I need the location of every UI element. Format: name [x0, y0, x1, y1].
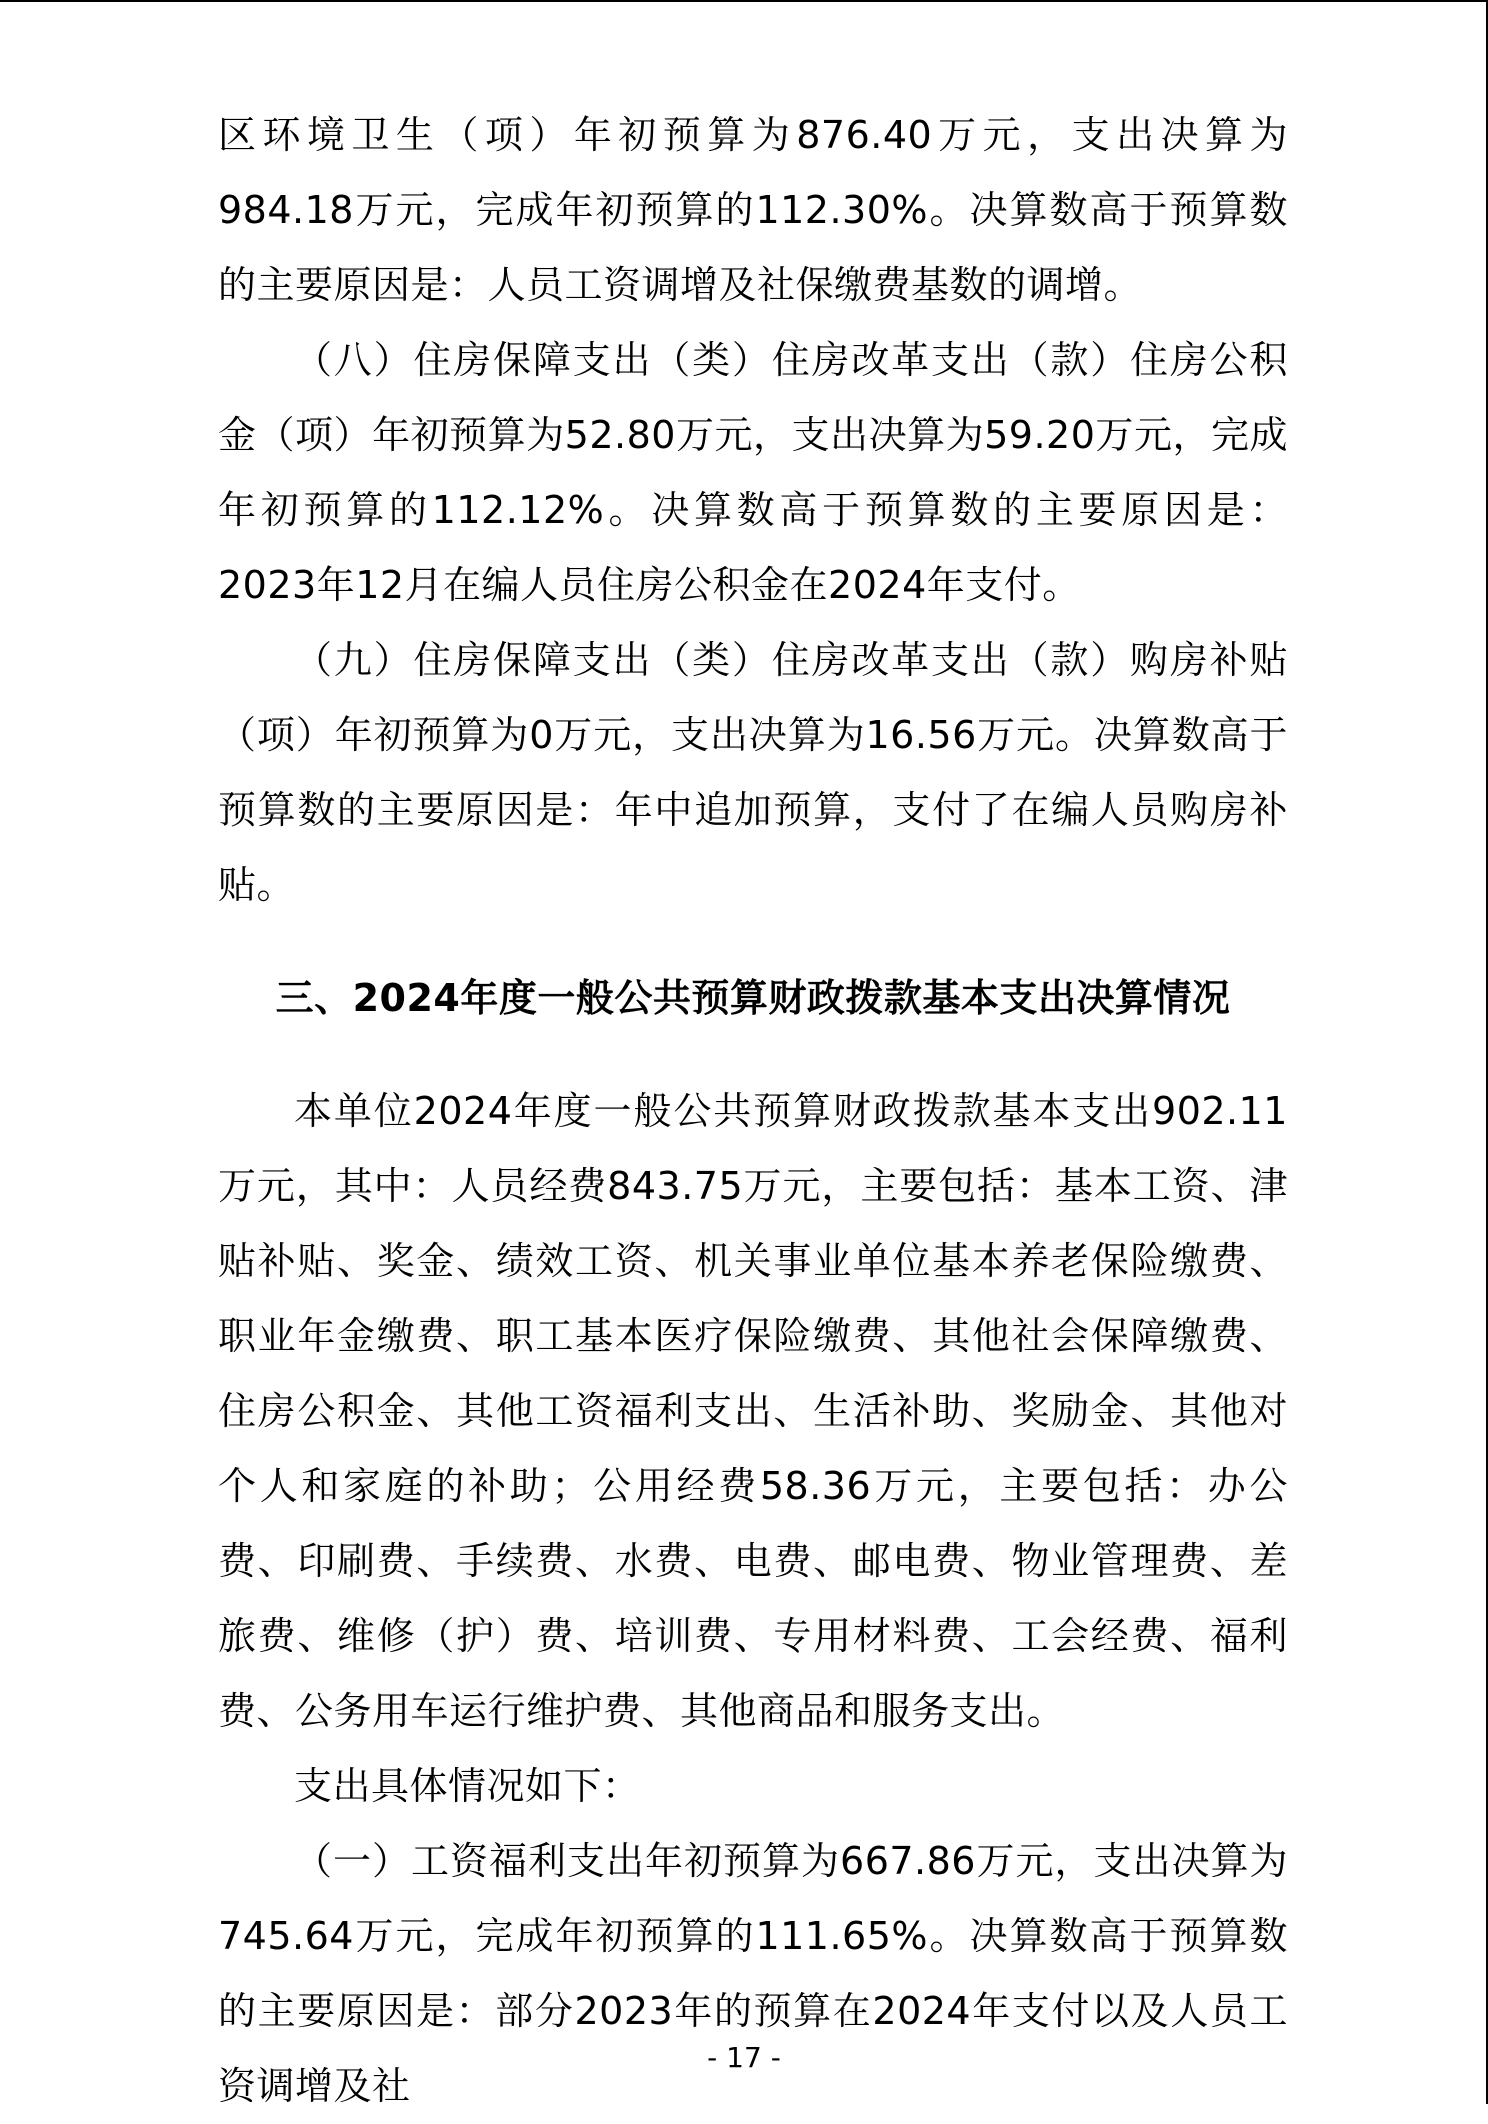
paragraph-housing-provident-fund: （八）住房保障支出（类）住房改革支出（款）住房公积金（项）年初预算为52.80万元，支出决算为59.20万元，完成年初预算的112.12%。决算数高于预算数的主要原因是：2023年12月在编人员住房公积金在2024年支付。: [218, 338, 1288, 607]
paragraph-housing-subsidy: （九）住房保障支出（类）住房改革支出（款）购房补贴（项）年初预算为0万元，支出决算为16.56万元。决算数高于预算数的主要原因是：年中追加预算，支付了在编人员购房补贴。: [218, 638, 1288, 907]
paragraph-details-intro: 支出具体情况如下：: [294, 1764, 641, 1808]
paragraph-environment-sanitation: 区环境卫生（项）年初预算为876.40万元，支出决算为984.18万元，完成年初预算的112.30%。决算数高于预算数的主要原因是：人员工资调增及社保缴费基数的调增。: [218, 113, 1288, 307]
paragraph-wages-welfare: （一）工资福利支出年初预算为667.86万元，支出决算为745.64万元，完成年初预算的111.65%。决算数高于预算数的主要原因是：部分2023年的预算在2024年支付以及人员工资调增及社: [218, 1839, 1288, 2108]
paragraph-basic-expenditure-summary: 本单位2024年度一般公共预算财政拨款基本支出902.11万元，其中：人员经费843.75万元，主要包括：基本工资、津贴补贴、奖金、绩效工资、机关事业单位基本养老保险缴费、职业年金缴费、职工基本医疗保险缴费、其他社会保障缴费、住房公积金、其他工资福利支出、生活补助、奖励金、其他对个人和家庭的补助；公用经费58.36万元，主要包括：办公费、印刷费、手续费、水费、电费、邮电费、物业管理费、差旅费、维修（护）费、培训费、专用材料费、工会经费、福利费、公务用车运行维护费、其他商品和服务支出。: [218, 1089, 1288, 1733]
page-top-border: [0, 0, 1488, 2]
section-heading-basic-expenditure: 三、2024年度一般公共预算财政拨款基本支出决算情况: [275, 976, 1231, 1020]
page-number: - 17 -: [707, 2041, 781, 2074]
document-body: [218, 98, 1288, 2124]
